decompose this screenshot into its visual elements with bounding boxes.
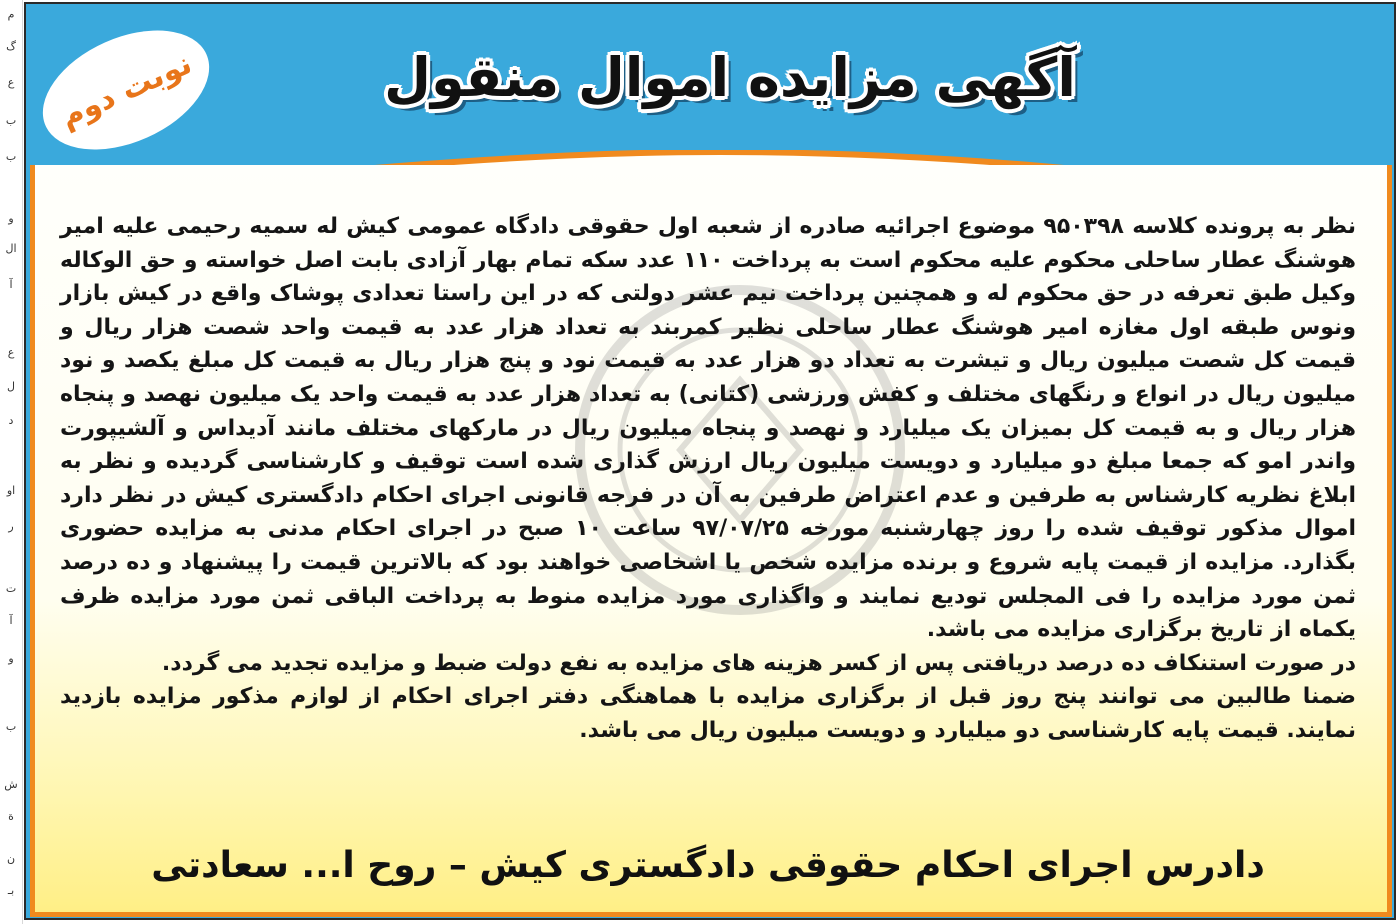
strip-char: گ — [6, 40, 16, 53]
notice-paragraph-main: نظر به پرونده کلاسه ۹۵۰۳۹۸ موضوع اجرائیه صادره از شعبه اول حقوقی دادگاه عمومی کیش له سمیه رحیمی علیه امیر هوشنگ عطار ساحلی محکوم علیه محکوم است به پرداخت ۱۱۰ عدد سکه تمام بهار آزادی بابت اصل خواسته و حق الوکاله وکیل طبق تعرفه در حق محکوم له و همچنین پرداخت نیم عشر دولتی که در این راستا تعدادی پوشاک واقع در کیش بازار ونوس طبقه اول مغازه امیر هوشنگ عطار ساحلی نظیر کمربند به تعداد هزار عدد به قیمت واحد شصت هزار ریال و قیمت کل شصت میلیون ریال و تیشرت به تعداد دو هزار عدد به قیمت نود و پنج هزار ریال به قیمت کل مبلغ یکصد و نود میلیون ریال در انواع و رنگهای مختلف و کفش ورزشی (کتانی) به تعداد هزار عدد به قیمت واحد یک میلیون نهصد و پنجاه هزار ریال و به قیمت کل بمیزان یک میلیارد و نهصد و پنجاه میلیون ریال در مارکهای مختلف مانند آدیداس و آلشیپورت واندر امو که جمعا مبلغ دو میلیارد و دویست میلیون ریال ارزش گذاری شده است توقیف و کارشناسی گردیده و نظر به ابلاغ نظریه کارشناس به طرفین و عدم اعتراض طرفین به آن در فرجه قانونی اجرای احکام دادگستری کیش در نظر دارد اموال مذکور توقیف شده را روز چهارشنبه مورخه ۹۷/۰۷/۲۵ ساعت ۱۰ صبح در اجرای احکام مدنی به مزایده حضوری بگذارد. مزایده از قیمت پایه شروع و برنده مزایده شخص یا اشخاصی خواهند بود که بالاترین قیمت را پیشنهاد و ده درصد ثمن مورد مزایده را فی المجلس تودیع نمایند و واگذاری مورد مزایده منوط به پرداخت الباقی ثمن مورد مزایده ظرف یکماه از تاریخ برگزاری مزایده می باشد. — [60, 214, 1357, 643]
title-container — [384, 22, 1076, 132]
strip-char: د — [8, 414, 14, 427]
strip-char: ر — [8, 520, 14, 533]
notice-paragraph-forfeit: در صورت استنکاف ده درصد دریافتی پس از کسر هزینه های مزایده به نفع دولت ضبط و مزایده تجدید می گردد. — [161, 650, 1356, 676]
strip-char: و — [8, 212, 14, 225]
strip-char: ب — [5, 720, 17, 733]
strip-char: بـ — [7, 884, 15, 897]
strip-char: او — [6, 484, 16, 497]
strip-char: ع — [7, 346, 15, 359]
strip-char: ة — [8, 810, 14, 823]
strip-char: ت — [5, 582, 17, 595]
strip-char: و — [8, 652, 14, 665]
strip-char: ال — [5, 242, 17, 255]
strip-char: آ — [9, 278, 13, 291]
strip-char: ش — [4, 778, 18, 791]
strip-char: آ — [9, 614, 13, 627]
notice-body — [60, 210, 1356, 748]
notice-title: آگهی مزایده اموال منقول — [384, 45, 1076, 109]
notice-paragraph-visit: ضمنا طالبین می توانند پنج روز قبل از برگزاری مزایده با هماهنگی دفتر اجرای احکام از لوازم مذکور مزایده بازدید نمایند. قیمت پایه کارشناسی دو میلیارد و دویست میلیون ریال می باشد. — [60, 684, 1356, 743]
strip-char: ب — [5, 114, 17, 127]
adjacent-column-strip — [0, 0, 23, 924]
strip-char: ن — [6, 852, 16, 865]
badge-label: نوبت دوم — [55, 45, 197, 135]
strip-char: م — [7, 8, 15, 21]
strip-char: ب — [5, 150, 17, 163]
notice-signature: دادرس اجرای احکام حقوقی دادگستری کیش – روح ا... سعادتی — [151, 844, 1265, 886]
strip-char: ع — [7, 76, 15, 89]
strip-char: ل — [7, 380, 15, 393]
